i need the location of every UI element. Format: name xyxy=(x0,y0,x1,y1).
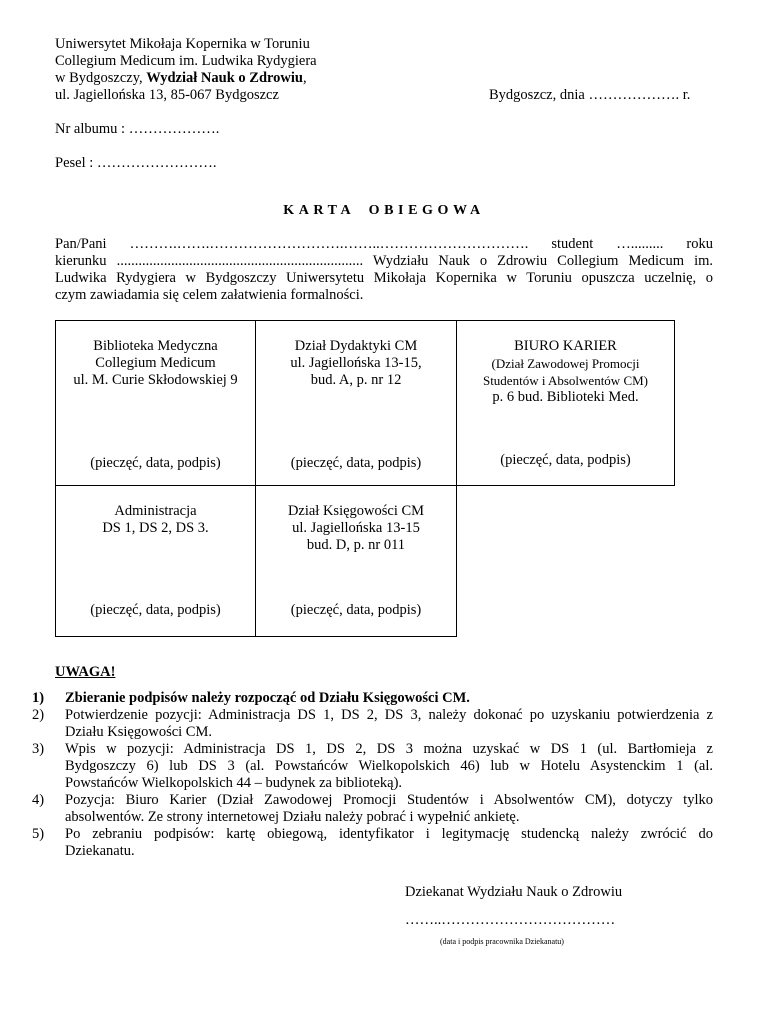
note-item xyxy=(32,741,713,792)
place-date-field: Bydgoszcz, dnia ………………. r. xyxy=(489,87,691,103)
note-line: Pozycja: Biuro Karier (Dział Zawodowej Promocji Studentów i Absolwentów CM), dotyczy tylko xyxy=(65,792,713,808)
cell-line: Biblioteka Medyczna xyxy=(93,338,218,354)
cell-line: Dział Księgowości CM xyxy=(287,503,425,519)
cell-line: DS 1, DS 2, DS 3. xyxy=(102,520,209,536)
college-name: Collegium Medicum im. Ludwika Rydygiera xyxy=(55,53,317,69)
note-line: absolwentów. Ze strony internetowej Działu należy pobrać i wypełnić ankietę. xyxy=(65,809,520,825)
note-number: 2) xyxy=(32,707,45,723)
note-number: 1) xyxy=(32,690,45,706)
faculty-comma: , xyxy=(303,70,307,86)
pesel-field: Pesel : ……………………. xyxy=(55,155,217,171)
note-line: Zbieranie podpisów należy rozpocząć od Działu Księgowości CM. xyxy=(65,690,470,706)
note-number: 3) xyxy=(32,741,45,757)
signature-label: (pieczęć, data, podpis) xyxy=(500,452,631,468)
cell-line: p. 6 bud. Biblioteki Med. xyxy=(492,389,639,405)
note-item xyxy=(32,690,713,707)
document-title: KARTA OBIEGOWA xyxy=(283,203,485,218)
note-item xyxy=(32,707,713,741)
intro-line: kierunku .................................................................... Wydziału Nauk o Zdrowiu Collegium Medicum im. xyxy=(55,253,713,269)
cell-career-office xyxy=(456,320,675,486)
university-name: Uniwersytet Mikołaja Kopernika w Toruniu xyxy=(55,36,310,52)
cell-line: Administracja xyxy=(114,503,197,519)
notes-heading: UWAGA! xyxy=(55,664,116,680)
note-line: Potwierdzenie pozycji: Administracja DS 1, DS 2, DS 3, należy dokonać po uzyskaniu potwierdzenia z xyxy=(65,707,713,723)
notes-list xyxy=(32,690,713,860)
intro-line: Ludwika Rydygiera w Bydgoszczy Uniwersytetu Mikołaja Kopernika w Toruniu opuszcza uczelnię, o xyxy=(55,270,713,286)
note-line: Powstańców Wielkopolskich 44 – budynek za biblioteką). xyxy=(65,775,403,791)
note-line: Działu Księgowości CM. xyxy=(65,724,212,740)
cell-accounting xyxy=(255,485,457,637)
university-header xyxy=(55,36,317,104)
cell-line: bud. D, p. nr 011 xyxy=(306,537,406,553)
cell-line: ul. Jagiellońska 13-15, xyxy=(290,355,422,371)
cell-title: BIURO KARIER xyxy=(514,338,617,354)
cell-line: Dział Dydaktyki CM xyxy=(294,338,418,354)
cell-line: Collegium Medicum xyxy=(95,355,216,371)
cell-subtitle: Studentów i Absolwentów CM) xyxy=(482,373,649,388)
university-address: ul. Jagiellońska 13, 85-067 Bydgoszcz xyxy=(55,87,279,103)
signature-label: (pieczęć, data, podpis) xyxy=(290,602,422,618)
cell-library xyxy=(55,320,256,486)
intro-line: Pan/Pani ……….…….……………………….……..…………………………. student …......... roku xyxy=(55,236,713,252)
cell-line: ul. M. Curie Skłodowskiej 9 xyxy=(73,372,238,388)
note-line: Po zebraniu podpisów: kartę obiegową, identyfikator i legitymację studencką należy zwrócić do xyxy=(65,826,713,842)
note-line: Bydgoszczy 6) lub DS 3 (al. Powstańców Wielkopolskich 46) lub w Hotelu Asystenckim 1 (al. xyxy=(65,758,713,774)
note-number: 5) xyxy=(32,826,45,842)
faculty-city: w Bydgoszczy, xyxy=(55,70,147,86)
signature-dots: ……..……………………………… xyxy=(405,912,616,928)
intro-line: czym zawiadamia się celem załatwienia formalności. xyxy=(55,287,364,303)
note-item xyxy=(32,792,713,826)
note-line: Dziekanatu. xyxy=(65,843,135,859)
signature-label: (pieczęć, data, podpis) xyxy=(90,602,221,618)
signature-caption: (data i podpis pracownika Dziekanatu) xyxy=(440,937,564,946)
faculty-line xyxy=(55,70,317,87)
faculty-name: Wydział Nauk o Zdrowiu xyxy=(146,70,303,86)
cell-subtitle: (Dział Zawodowej Promocji xyxy=(491,356,640,371)
dean-office-label: Dziekanat Wydziału Nauk o Zdrowiu xyxy=(405,884,623,900)
intro-paragraph xyxy=(55,236,713,304)
note-number: 4) xyxy=(32,792,45,808)
cell-didactics xyxy=(255,320,457,486)
cell-line: bud. A, p. nr 12 xyxy=(310,372,402,388)
signature-label: (pieczęć, data, podpis) xyxy=(90,455,221,471)
signature-label: (pieczęć, data, podpis) xyxy=(290,455,422,471)
album-number-field: Nr albumu : ………………. xyxy=(55,121,220,137)
cell-administration xyxy=(55,485,256,637)
cell-line: ul. Jagiellońska 13-15 xyxy=(292,520,420,536)
note-item xyxy=(32,826,713,860)
note-line: Wpis w pozycji: Administracja DS 1, DS 2, DS 3 można uzyskać w DS 1 (ul. Bartłomieja z xyxy=(65,741,713,757)
